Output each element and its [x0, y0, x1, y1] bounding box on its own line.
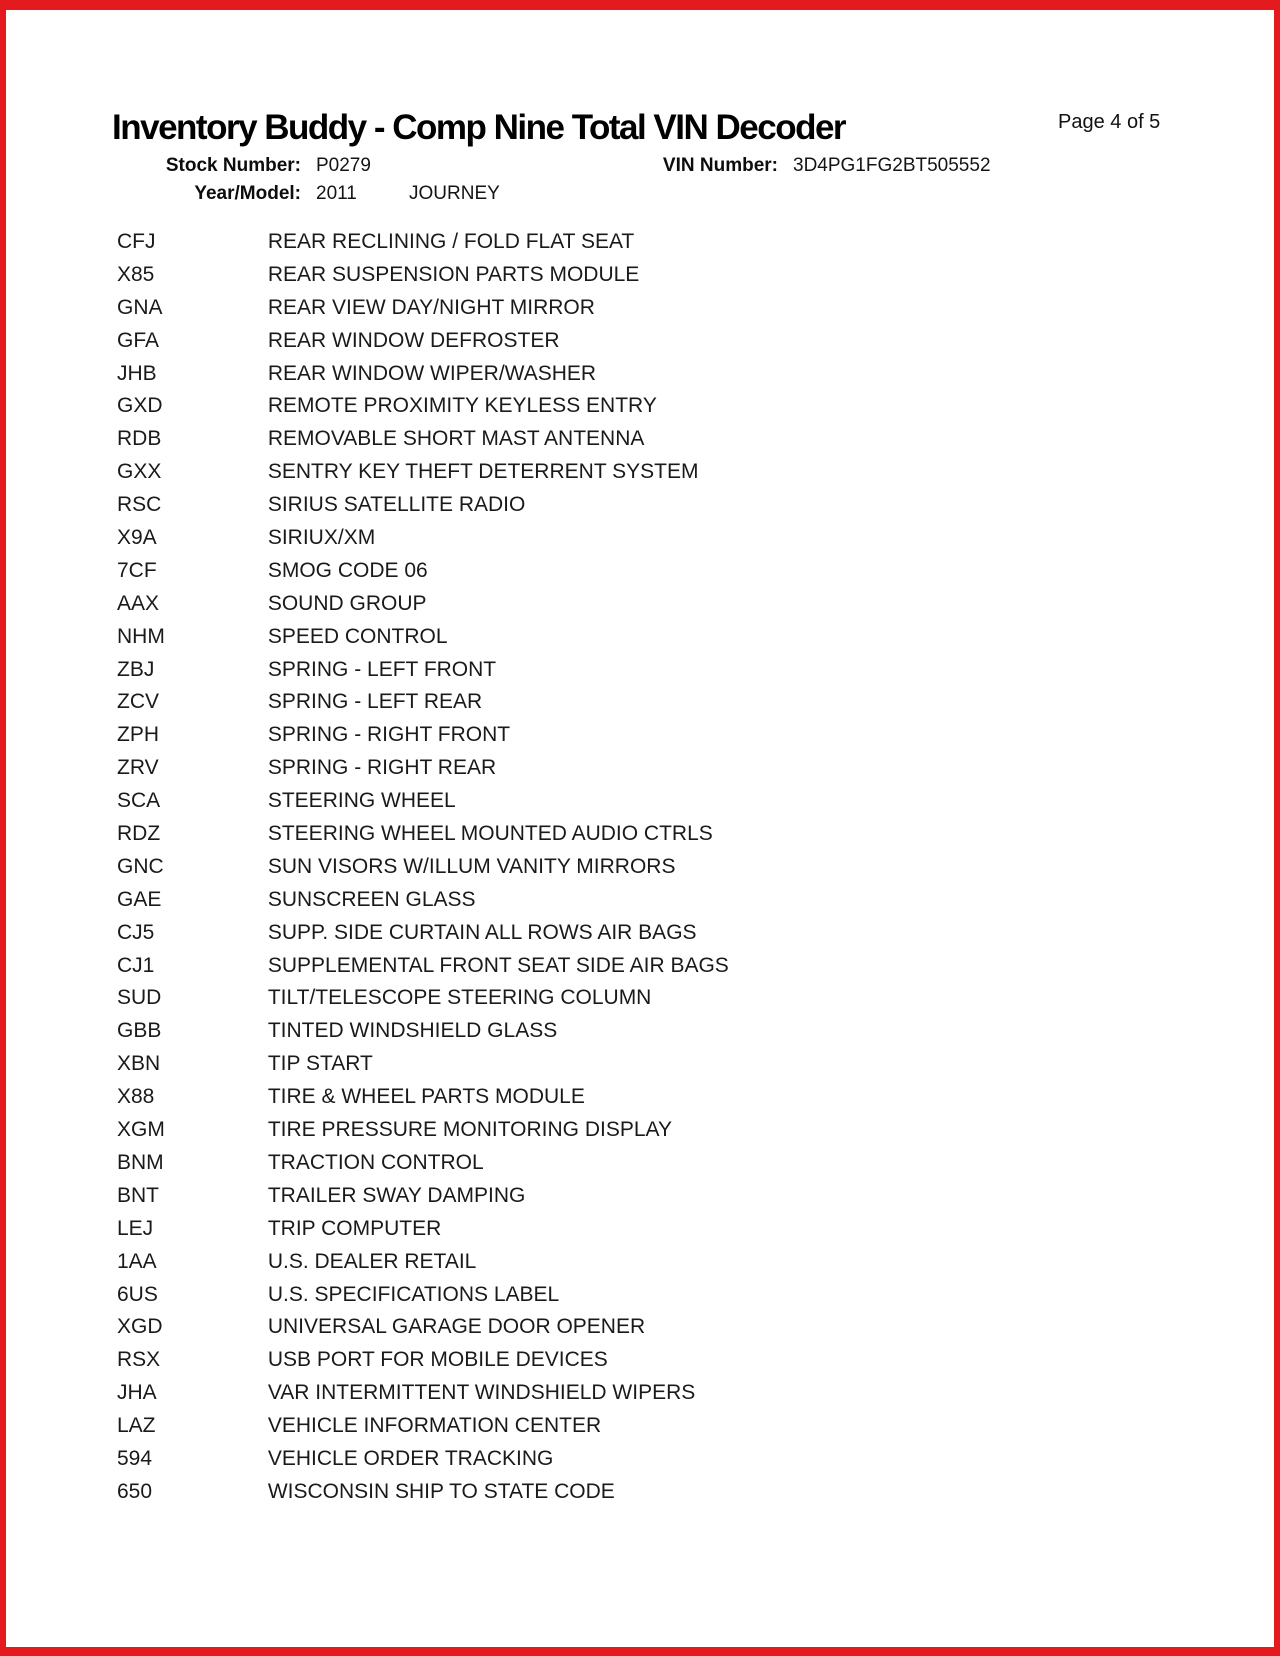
option-row: [117, 390, 1117, 423]
option-description: REAR WINDOW DEFROSTER: [267, 328, 560, 352]
option-description: TIP START: [267, 1052, 373, 1076]
red-border-left: [0, 0, 6, 1656]
option-code: GNC: [117, 854, 164, 878]
option-description: SIRIUX/XM: [267, 526, 376, 550]
option-description: SPEED CONTROL: [267, 624, 448, 648]
option-row: [117, 489, 1117, 522]
year-model-label: Year/Model:: [194, 183, 301, 204]
option-code: SCA: [117, 789, 161, 813]
option-row: [117, 752, 1117, 785]
option-description: SENTRY KEY THEFT DETERRENT SYSTEM: [267, 460, 699, 484]
option-row: [117, 423, 1117, 456]
option-row: [117, 1213, 1117, 1246]
option-description: VEHICLE ORDER TRACKING: [267, 1446, 554, 1470]
option-description: TIRE & WHEEL PARTS MODULE: [267, 1085, 585, 1109]
option-code-list: [117, 226, 1117, 1509]
option-code: XGM: [117, 1118, 165, 1142]
red-border-right: [1274, 0, 1280, 1656]
option-code: 650: [117, 1479, 153, 1503]
option-row: [117, 654, 1117, 687]
option-description: TILT/TELESCOPE STEERING COLUMN: [267, 986, 652, 1010]
option-description: U.S. DEALER RETAIL: [267, 1249, 477, 1273]
option-code: ZPH: [117, 723, 159, 747]
year-value: 2011: [316, 183, 357, 204]
red-border-top: [0, 0, 1280, 10]
option-row: [117, 555, 1117, 588]
option-code: JHB: [117, 361, 157, 385]
option-code: 594: [117, 1446, 153, 1470]
option-description: SUNSCREEN GLASS: [267, 887, 476, 911]
option-row: [117, 785, 1117, 818]
option-row: [117, 1344, 1117, 1377]
option-description: SMOG CODE 06: [267, 558, 428, 582]
option-code: BNT: [117, 1183, 159, 1207]
option-code: CFJ: [117, 230, 156, 253]
option-description: SIRIUS SATELLITE RADIO: [267, 493, 526, 517]
option-row: [117, 818, 1117, 851]
option-description: USB PORT FOR MOBILE DEVICES: [267, 1348, 608, 1372]
option-code: LAZ: [117, 1414, 156, 1438]
option-code: GFA: [117, 328, 160, 352]
stock-number-value: P0279: [316, 155, 371, 176]
option-description: REMOTE PROXIMITY KEYLESS ENTRY: [267, 394, 657, 418]
option-description: TRIP COMPUTER: [267, 1216, 442, 1240]
option-code: 1AA: [117, 1249, 157, 1273]
option-code: ZCV: [117, 690, 159, 714]
option-description: SUPPLEMENTAL FRONT SEAT SIDE AIR BAGS: [267, 953, 729, 977]
option-description: TINTED WINDSHIELD GLASS: [267, 1019, 558, 1043]
option-code: X88: [117, 1085, 155, 1109]
option-description: REAR RECLINING / FOLD FLAT SEAT: [267, 230, 635, 253]
option-code: NHM: [117, 624, 165, 648]
option-row: [117, 1443, 1117, 1476]
option-row: [117, 1476, 1117, 1509]
option-code: GAE: [117, 887, 162, 911]
option-code: CJ1: [117, 953, 155, 977]
option-code: ZBJ: [117, 657, 155, 681]
option-description: SPRING - RIGHT FRONT: [267, 723, 511, 747]
option-code: 7CF: [117, 558, 157, 582]
option-row: [117, 950, 1117, 983]
option-row: [117, 456, 1117, 489]
option-code: GXX: [117, 460, 162, 484]
option-code: LEJ: [117, 1216, 154, 1240]
option-row: [117, 851, 1117, 884]
option-description: UNIVERSAL GARAGE DOOR OPENER: [267, 1315, 646, 1339]
option-description: SPRING - LEFT REAR: [267, 690, 483, 714]
option-row: [117, 1410, 1117, 1443]
option-code: AAX: [117, 591, 160, 615]
option-description: SUPP. SIDE CURTAIN ALL ROWS AIR BAGS: [267, 920, 697, 944]
model-value: JOURNEY: [409, 183, 500, 204]
option-row: [117, 1377, 1117, 1410]
option-description: REMOVABLE SHORT MAST ANTENNA: [267, 427, 645, 451]
option-row: [117, 1147, 1117, 1180]
option-description: SPRING - RIGHT REAR: [267, 756, 497, 780]
option-description: SPRING - LEFT FRONT: [267, 657, 497, 681]
option-code: GXD: [117, 394, 163, 418]
option-code: RSX: [117, 1348, 161, 1372]
option-description: VEHICLE INFORMATION CENTER: [267, 1414, 602, 1438]
option-row: [117, 1311, 1117, 1344]
option-row: [117, 917, 1117, 950]
option-row: [117, 686, 1117, 719]
option-description: SOUND GROUP: [267, 591, 427, 615]
vin-number-value: 3D4PG1FG2BT505552: [793, 155, 991, 176]
option-code: GNA: [117, 295, 163, 319]
option-row: [117, 982, 1117, 1015]
option-code: RSC: [117, 493, 162, 517]
stock-number-label: Stock Number:: [165, 155, 301, 176]
option-description: WISCONSIN SHIP TO STATE CODE: [267, 1479, 615, 1503]
option-description: VAR INTERMITTENT WINDSHIELD WIPERS: [267, 1381, 696, 1405]
option-code: XBN: [117, 1052, 161, 1076]
option-description: STEERING WHEEL MOUNTED AUDIO CTRLS: [267, 822, 713, 846]
option-code: 6US: [117, 1282, 158, 1306]
option-description: STEERING WHEEL: [267, 789, 456, 813]
option-description: TRACTION CONTROL: [267, 1150, 484, 1174]
vin-number-label: VIN Number:: [662, 155, 778, 176]
option-row: [117, 1279, 1117, 1312]
option-description: SUN VISORS W/ILLUM VANITY MIRRORS: [267, 854, 676, 878]
option-row: [117, 259, 1117, 292]
option-code: SUD: [117, 986, 162, 1010]
option-code: RDZ: [117, 822, 161, 846]
page-title: Inventory Buddy - Comp Nine Total VIN Decoder: [112, 108, 846, 147]
option-row: [117, 1015, 1117, 1048]
option-code: BNM: [117, 1150, 164, 1174]
page-number: Page 4 of 5: [1058, 111, 1161, 133]
option-description: U.S. SPECIFICATIONS LABEL: [267, 1282, 560, 1306]
option-description: TRAILER SWAY DAMPING: [267, 1183, 526, 1207]
option-row: [117, 719, 1117, 752]
option-row: [117, 621, 1117, 654]
red-border-bottom: [0, 1647, 1280, 1656]
option-code: XGD: [117, 1315, 163, 1339]
option-description: TIRE PRESSURE MONITORING DISPLAY: [267, 1118, 672, 1142]
option-row: [117, 1081, 1117, 1114]
option-code: RDB: [117, 427, 162, 451]
option-row: [117, 1246, 1117, 1279]
option-description: REAR SUSPENSION PARTS MODULE: [267, 262, 640, 286]
option-row: [117, 325, 1117, 358]
option-code: JHA: [117, 1381, 157, 1405]
option-row: [117, 1048, 1117, 1081]
option-description: REAR VIEW DAY/NIGHT MIRROR: [267, 295, 595, 319]
option-row: [117, 292, 1117, 325]
option-code: CJ5: [117, 920, 155, 944]
option-row: [117, 1180, 1117, 1213]
option-row: [117, 226, 1117, 259]
option-row: [117, 588, 1117, 621]
option-code: ZRV: [117, 756, 159, 780]
option-code: GBB: [117, 1019, 162, 1043]
option-code: X9A: [117, 526, 157, 550]
option-row: [117, 358, 1117, 391]
option-code: X85: [117, 262, 155, 286]
option-row: [117, 1114, 1117, 1147]
option-row: [117, 522, 1117, 555]
option-description: REAR WINDOW WIPER/WASHER: [267, 361, 597, 385]
option-row: [117, 884, 1117, 917]
